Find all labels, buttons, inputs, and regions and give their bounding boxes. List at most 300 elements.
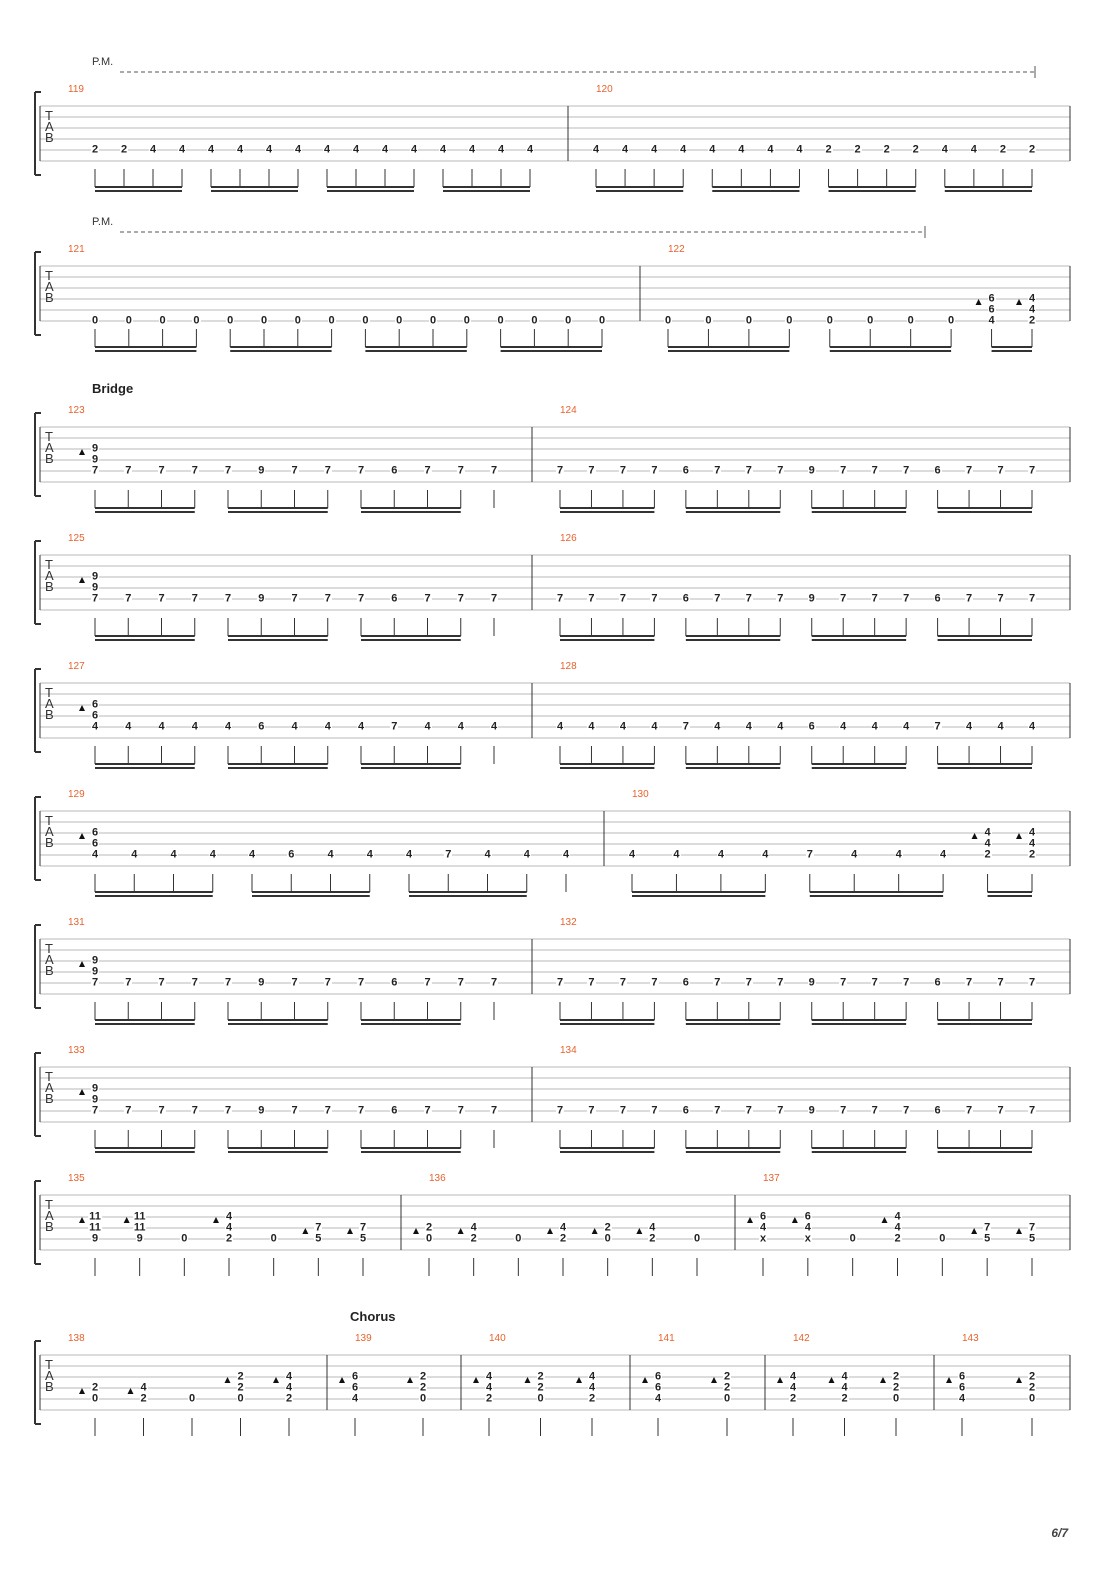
- fret-number: 2: [237, 1370, 244, 1383]
- fret-number: 0: [867, 314, 874, 327]
- strum-arrow-icon: [747, 1217, 753, 1223]
- fret-number: 11: [89, 1221, 101, 1234]
- fret-number: 2: [1028, 1381, 1036, 1394]
- fret-number: 5: [315, 1232, 322, 1245]
- fret-number: 9: [91, 442, 99, 455]
- fret-number: 2: [485, 1392, 493, 1405]
- measure-number: 139: [355, 1333, 372, 1344]
- strum-arrow-icon: [473, 1377, 479, 1383]
- fret-number: 6: [258, 720, 265, 733]
- strum-arrow-icon: [79, 833, 85, 839]
- strum-arrow-icon: [547, 1228, 553, 1234]
- strum-arrow-icon: [777, 1377, 783, 1383]
- fret-number: 0: [260, 314, 268, 327]
- measure-number: 131: [68, 917, 85, 928]
- fret-number: 4: [1028, 837, 1036, 850]
- fret-number: 9: [91, 1082, 99, 1095]
- fret-number: 4: [988, 314, 995, 327]
- fret-number: 4: [248, 848, 256, 861]
- tab-clef-letter: A: [45, 952, 54, 967]
- fret-number: 2: [854, 143, 861, 156]
- fret-number: 5: [1028, 1232, 1036, 1245]
- fret-number: 4: [191, 720, 198, 733]
- fret-number: 4: [352, 143, 360, 156]
- fret-number: 2: [1028, 314, 1036, 327]
- fret-number: 7: [224, 464, 232, 477]
- fret-number: 0: [664, 314, 672, 327]
- palm-mute-label: P.M.: [92, 216, 114, 228]
- fret-number: 7: [619, 976, 626, 989]
- fret-number: 0: [237, 1392, 244, 1405]
- fret-number: 0: [429, 314, 437, 327]
- fret-number: 7: [777, 976, 784, 989]
- fret-number: 6: [808, 720, 815, 733]
- fret-number: 2: [225, 1232, 233, 1245]
- strum-arrow-icon: [882, 1217, 888, 1223]
- fret-number: 6: [91, 698, 99, 711]
- fret-number: 4: [966, 720, 973, 733]
- tab-clef-letter: T: [45, 941, 53, 956]
- strum-arrow-icon: [79, 1089, 85, 1095]
- fret-number: 7: [997, 464, 1004, 477]
- fret-number: 7: [291, 592, 298, 605]
- strum-arrow-icon: [213, 1217, 219, 1223]
- fret-number: 7: [588, 976, 595, 989]
- fret-number: 7: [840, 592, 847, 605]
- fret-number: 6: [391, 1104, 398, 1117]
- fret-number: 2: [140, 1392, 147, 1405]
- fret-number: 0: [497, 314, 504, 327]
- fret-number: 0: [705, 314, 712, 327]
- fret-number: 0: [604, 1232, 611, 1245]
- fret-number: 6: [988, 303, 995, 316]
- tab-clef-letter: B: [45, 130, 54, 145]
- fret-number: 0: [515, 1232, 522, 1245]
- strum-arrow-icon: [347, 1228, 353, 1234]
- fret-number: 2: [425, 1221, 433, 1234]
- fret-number: x: [759, 1232, 767, 1245]
- measure-number: 128: [560, 661, 577, 672]
- fret-number: 9: [258, 592, 265, 605]
- tab-clef-letter: A: [45, 568, 54, 583]
- fret-number: 6: [682, 1104, 689, 1117]
- fret-number: 6: [682, 464, 689, 477]
- fret-number: 4: [490, 720, 498, 733]
- fret-number: 4: [789, 1381, 797, 1394]
- fret-number: 0: [91, 1392, 99, 1405]
- tab-clef-letter: B: [45, 835, 54, 850]
- fret-number: x: [804, 1232, 811, 1245]
- fret-number: 0: [91, 314, 99, 327]
- tab-clef-letter: A: [45, 1208, 54, 1223]
- fret-number: 4: [327, 848, 334, 861]
- fret-number: 4: [709, 143, 716, 156]
- fret-number: 4: [170, 848, 177, 861]
- fret-number: 7: [191, 592, 198, 605]
- fret-number: 7: [490, 1104, 498, 1117]
- fret-number: 0: [328, 314, 335, 327]
- fret-number: 2: [537, 1381, 544, 1394]
- fret-number: 7: [224, 592, 232, 605]
- measure-number: 137: [763, 1173, 780, 1184]
- tab-clef-letter: B: [45, 451, 54, 466]
- fret-number: 11: [89, 1210, 101, 1223]
- fret-number: 7: [357, 464, 365, 477]
- fret-number: 7: [745, 464, 752, 477]
- fret-number: 0: [362, 314, 369, 327]
- fret-number: 4: [125, 720, 132, 733]
- fret-number: 0: [907, 314, 914, 327]
- fret-number: 4: [738, 143, 745, 156]
- fret-number: 7: [490, 592, 498, 605]
- fret-number: 4: [777, 720, 784, 733]
- fret-number: 2: [789, 1392, 797, 1405]
- fret-number: 4: [236, 143, 244, 156]
- tab-clef-letter: T: [45, 429, 53, 444]
- fret-number: 7: [840, 1104, 847, 1117]
- fret-number: 4: [588, 1370, 596, 1383]
- tab-clef-letter: T: [45, 1357, 53, 1372]
- fret-number: 4: [357, 720, 365, 733]
- fret-number: 7: [424, 976, 431, 989]
- fret-number: 6: [934, 464, 941, 477]
- tab-clef-letter: B: [45, 579, 54, 594]
- strum-arrow-icon: [124, 1217, 130, 1223]
- fret-number: 2: [894, 1232, 901, 1245]
- fret-number: 0: [188, 1392, 196, 1405]
- strum-arrow-icon: [525, 1377, 531, 1383]
- tab-clef-letter: B: [45, 1219, 54, 1234]
- fret-number: 0: [723, 1392, 731, 1405]
- fret-number: 4: [91, 848, 99, 861]
- fret-number: 7: [903, 464, 910, 477]
- fret-number: 7: [840, 464, 847, 477]
- fret-number: 4: [497, 143, 505, 156]
- fret-number: 4: [140, 1381, 147, 1394]
- strum-arrow-icon: [976, 299, 982, 305]
- fret-number: 7: [966, 592, 973, 605]
- fret-number: 7: [651, 592, 658, 605]
- fret-number: 4: [1028, 303, 1036, 316]
- measure-number: 136: [429, 1173, 446, 1184]
- fret-number: 4: [588, 1381, 596, 1394]
- fret-number: 4: [366, 848, 373, 861]
- measure-number: 125: [68, 533, 85, 544]
- fret-number: 9: [91, 453, 99, 466]
- fret-number: 7: [357, 1104, 365, 1117]
- fret-number: 7: [324, 464, 331, 477]
- fret-number: 2: [419, 1381, 427, 1394]
- fret-number: 7: [391, 720, 398, 733]
- fret-number: 4: [841, 1370, 848, 1383]
- tab-clef-letter: B: [45, 1091, 54, 1106]
- strum-arrow-icon: [273, 1377, 279, 1383]
- fret-number: 4: [410, 143, 418, 156]
- fret-number: 7: [125, 592, 132, 605]
- fret-number: 7: [619, 464, 626, 477]
- page-number: 6/7: [1051, 1526, 1068, 1540]
- fret-number: 9: [91, 965, 99, 978]
- fret-number: 6: [91, 837, 99, 850]
- fret-number: 7: [1028, 464, 1036, 477]
- fret-number: 7: [619, 592, 626, 605]
- fret-number: 4: [673, 848, 680, 861]
- fret-number: 0: [745, 314, 752, 327]
- fret-number: 7: [556, 592, 564, 605]
- fret-number: 4: [91, 720, 99, 733]
- measure-number: 120: [596, 84, 613, 95]
- fret-number: 9: [91, 581, 99, 594]
- fret-number: 5: [984, 1232, 991, 1245]
- fret-number: 2: [1028, 848, 1036, 861]
- fret-number: 7: [457, 976, 464, 989]
- strum-arrow-icon: [302, 1228, 308, 1234]
- tab-clef-letter: T: [45, 268, 53, 283]
- fret-number: 7: [125, 464, 132, 477]
- fret-number: 2: [892, 1381, 900, 1394]
- fret-number: 7: [745, 976, 752, 989]
- fret-number: 4: [796, 143, 803, 156]
- fret-number: 4: [484, 848, 491, 861]
- fret-number: 0: [537, 1392, 544, 1405]
- measure-number: 133: [68, 1045, 85, 1056]
- measure-number: 122: [668, 244, 685, 255]
- fret-number: 2: [91, 143, 99, 156]
- fret-number: 7: [714, 976, 721, 989]
- fret-number: 4: [457, 720, 464, 733]
- strum-arrow-icon: [971, 1228, 977, 1234]
- fret-number: 0: [826, 314, 833, 327]
- fret-number: 7: [777, 592, 784, 605]
- fret-number: 7: [324, 976, 331, 989]
- fret-number: 7: [457, 464, 464, 477]
- fret-number: 7: [714, 1104, 721, 1117]
- fret-number: 7: [871, 976, 878, 989]
- fret-number: 7: [745, 1104, 752, 1117]
- fret-number: 4: [225, 1221, 233, 1234]
- tab-clef-letter: A: [45, 440, 54, 455]
- fret-number: 4: [485, 1370, 493, 1383]
- fret-number: 7: [424, 464, 431, 477]
- fret-number: 6: [988, 292, 995, 305]
- fret-number: 4: [903, 720, 910, 733]
- fret-number: 4: [984, 837, 991, 850]
- fret-number: 4: [265, 143, 273, 156]
- measure-number: 123: [68, 405, 85, 416]
- tab-clef-letter: B: [45, 707, 54, 722]
- strum-arrow-icon: [225, 1377, 231, 1383]
- fret-number: 4: [717, 848, 724, 861]
- fret-number: 4: [767, 143, 774, 156]
- fret-number: 2: [883, 143, 890, 156]
- fret-number: 9: [808, 592, 815, 605]
- strum-arrow-icon: [79, 449, 85, 455]
- fret-number: 9: [136, 1232, 143, 1245]
- tab-clef-letter: T: [45, 1197, 53, 1212]
- fret-number: 6: [682, 976, 689, 989]
- fret-number: 4: [351, 1392, 359, 1405]
- fret-number: 6: [958, 1381, 966, 1394]
- fret-number: 9: [808, 464, 815, 477]
- fret-number: 7: [619, 1104, 626, 1117]
- fret-number: 4: [468, 143, 476, 156]
- measure-number: 126: [560, 533, 577, 544]
- strum-arrow-icon: [1016, 1228, 1022, 1234]
- fret-number: 2: [984, 848, 991, 861]
- fret-number: 6: [934, 1104, 941, 1117]
- fret-number: 2: [649, 1232, 656, 1245]
- fret-number: 7: [490, 976, 498, 989]
- fret-number: 4: [324, 720, 331, 733]
- fret-number: 6: [91, 826, 99, 839]
- fret-number: 7: [588, 592, 595, 605]
- fret-number: 4: [970, 143, 977, 156]
- fret-number: 6: [759, 1210, 767, 1223]
- fret-number: 4: [762, 848, 769, 861]
- fret-number: 7: [125, 1104, 132, 1117]
- fret-number: 6: [391, 464, 398, 477]
- fret-number: 9: [91, 1232, 99, 1245]
- fret-number: 4: [294, 143, 302, 156]
- fret-number: 6: [351, 1381, 359, 1394]
- fret-number: 2: [537, 1370, 544, 1383]
- fret-number: 4: [840, 720, 847, 733]
- fret-number: 2: [723, 1381, 731, 1394]
- fret-number: 4: [523, 848, 530, 861]
- strum-arrow-icon: [829, 1377, 835, 1383]
- fret-number: 4: [841, 1381, 848, 1394]
- fret-number: 4: [895, 848, 902, 861]
- fret-number: 7: [745, 592, 752, 605]
- fret-number: 0: [227, 314, 234, 327]
- tab-clef-letter: T: [45, 813, 53, 828]
- fret-number: 4: [285, 1381, 293, 1394]
- fret-number: 4: [209, 848, 216, 861]
- tab-clef-letter: T: [45, 108, 53, 123]
- fret-number: 7: [934, 720, 941, 733]
- fret-number: 0: [531, 314, 538, 327]
- section-label: Bridge: [92, 381, 134, 396]
- fret-number: 7: [457, 592, 464, 605]
- fret-number: 4: [1028, 720, 1036, 733]
- fret-number: 9: [258, 1104, 265, 1117]
- fret-number: 7: [556, 1104, 564, 1117]
- fret-number: 7: [191, 976, 198, 989]
- fret-number: 4: [291, 720, 298, 733]
- fret-number: 4: [439, 143, 447, 156]
- strum-arrow-icon: [1016, 299, 1022, 305]
- fret-number: 2: [912, 143, 919, 156]
- fret-number: 7: [424, 1104, 431, 1117]
- strum-arrow-icon: [79, 1217, 85, 1223]
- fret-number: 7: [840, 976, 847, 989]
- fret-number: 4: [871, 720, 878, 733]
- fret-number: 7: [445, 848, 452, 861]
- fret-number: 7: [777, 1104, 784, 1117]
- fret-number: 7: [651, 976, 658, 989]
- tab-clef-letter: A: [45, 1080, 54, 1095]
- measure-number: 135: [68, 1173, 85, 1184]
- measure-number: 121: [68, 244, 85, 255]
- fret-number: 0: [270, 1232, 277, 1245]
- fret-number: 7: [457, 1104, 464, 1117]
- fret-number: 4: [984, 826, 991, 839]
- strum-arrow-icon: [79, 1388, 85, 1394]
- fret-number: 7: [871, 464, 878, 477]
- fret-number: 4: [470, 1221, 477, 1234]
- fret-number: 7: [191, 1104, 198, 1117]
- fret-number: 7: [158, 976, 165, 989]
- fret-number: 4: [592, 143, 600, 156]
- fret-number: 4: [804, 1221, 811, 1234]
- fret-number: 2: [1028, 143, 1036, 156]
- fret-number: 6: [958, 1370, 966, 1383]
- strum-arrow-icon: [636, 1228, 642, 1234]
- measure-number: 143: [962, 1333, 979, 1344]
- fret-number: 0: [294, 314, 301, 327]
- strum-arrow-icon: [79, 961, 85, 967]
- fret-number: 7: [91, 1104, 99, 1117]
- fret-number: 7: [966, 976, 973, 989]
- tab-clef-letter: A: [45, 696, 54, 711]
- fret-number: 4: [759, 1221, 767, 1234]
- measure-number: 142: [793, 1333, 810, 1344]
- fret-number: 4: [556, 720, 564, 733]
- fret-number: 4: [526, 143, 534, 156]
- fret-number: 6: [391, 592, 398, 605]
- fret-number: 7: [1028, 976, 1036, 989]
- fret-number: 7: [158, 1104, 165, 1117]
- fret-number: 7: [91, 976, 99, 989]
- fret-number: 2: [419, 1370, 427, 1383]
- fret-number: 7: [984, 1221, 991, 1234]
- strum-arrow-icon: [946, 1377, 952, 1383]
- fret-number: 11: [133, 1210, 146, 1223]
- fret-number: 7: [315, 1221, 322, 1234]
- fret-number: 4: [405, 848, 413, 861]
- fret-number: 2: [604, 1221, 611, 1234]
- fret-number: 6: [391, 976, 398, 989]
- strum-arrow-icon: [1016, 833, 1022, 839]
- fret-number: 7: [1028, 1221, 1036, 1234]
- fret-number: 6: [934, 976, 941, 989]
- fret-number: 0: [598, 314, 606, 327]
- fret-number: 4: [323, 143, 331, 156]
- tab-clef-letter: T: [45, 685, 53, 700]
- fret-number: 2: [470, 1232, 477, 1245]
- fret-number: 4: [894, 1210, 901, 1223]
- fret-number: 7: [651, 1104, 658, 1117]
- fret-number: 4: [745, 720, 752, 733]
- measure-number: 119: [68, 84, 84, 95]
- fret-number: 4: [588, 720, 595, 733]
- strum-arrow-icon: [339, 1377, 345, 1383]
- fret-number: 7: [158, 592, 165, 605]
- strum-arrow-icon: [128, 1388, 134, 1394]
- fret-number: 4: [559, 1221, 567, 1234]
- fret-number: 4: [619, 720, 626, 733]
- fret-number: 4: [940, 848, 947, 861]
- fret-number: 7: [903, 592, 910, 605]
- fret-number: 4: [789, 1370, 797, 1383]
- measure-number: 124: [560, 405, 577, 416]
- fret-number: 0: [181, 1232, 188, 1245]
- fret-number: 6: [682, 592, 689, 605]
- fret-number: 7: [291, 464, 298, 477]
- fret-number: 9: [808, 1104, 815, 1117]
- fret-number: 4: [651, 143, 658, 156]
- fret-number: 0: [892, 1392, 900, 1405]
